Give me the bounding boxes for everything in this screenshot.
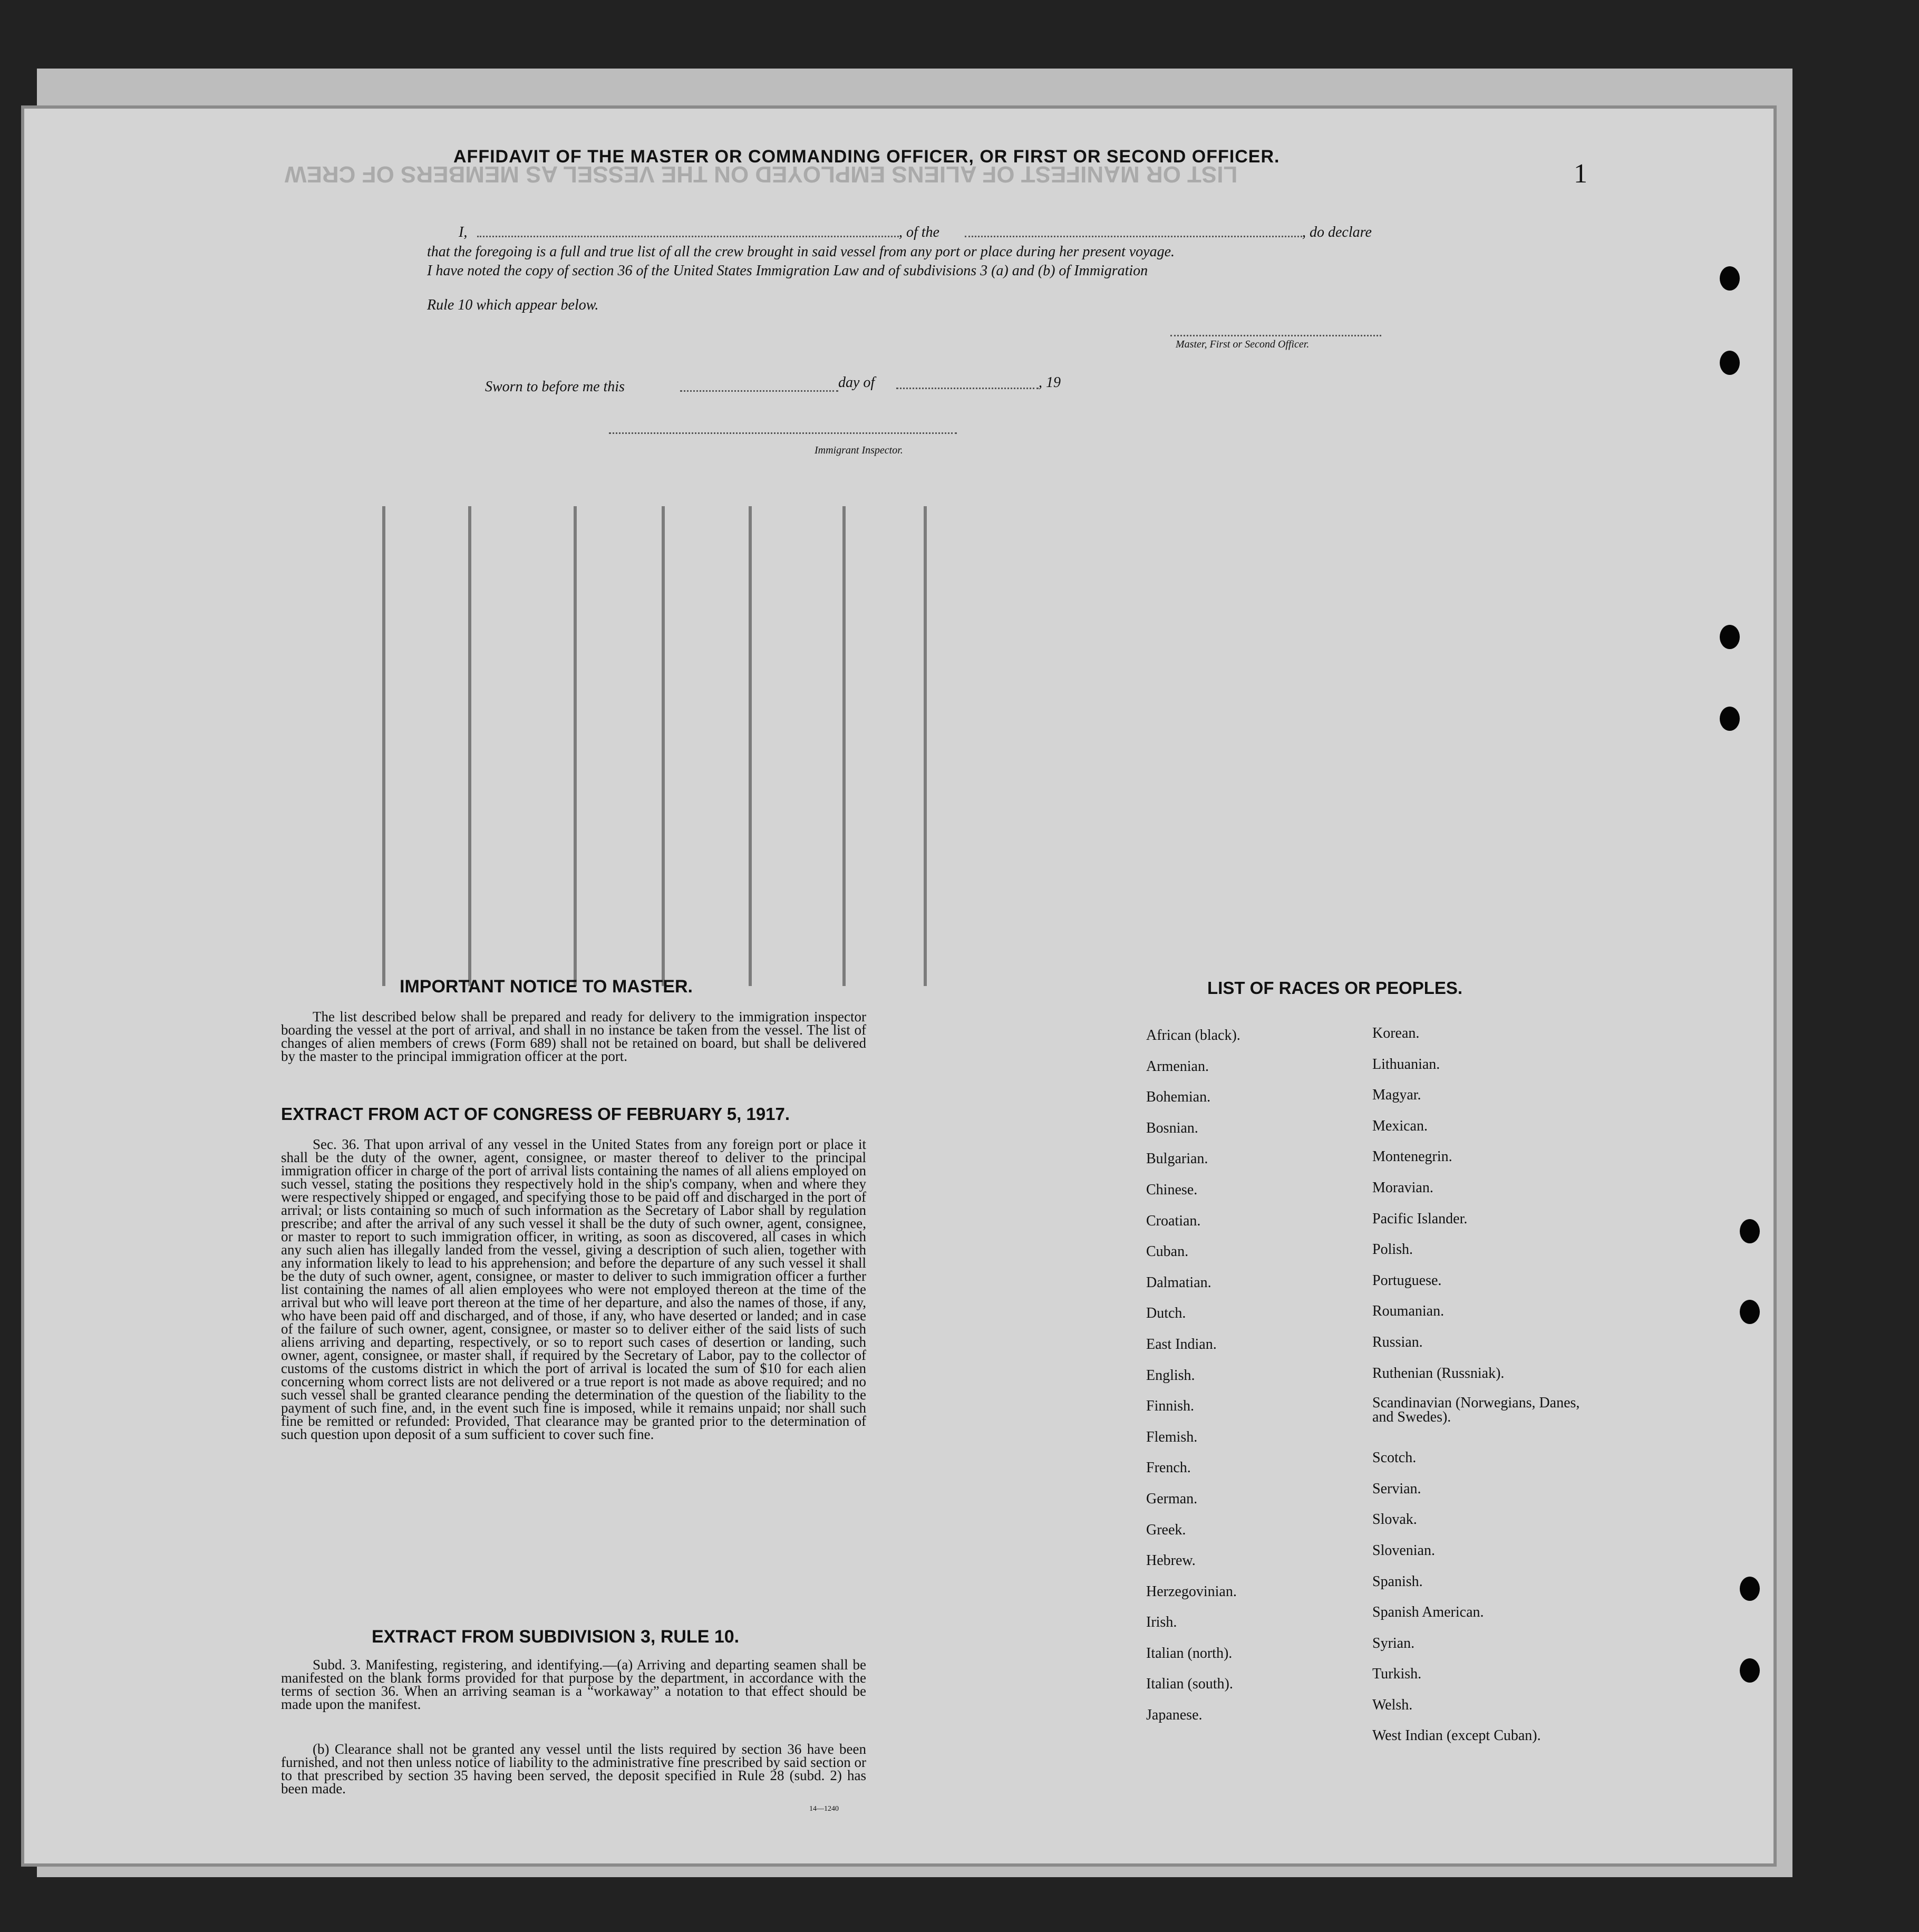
bleed-through-heading: LIST OR MANIFEST OF ALIENS EMPLOYED ON THE VESSEL AS MEMBERS OF CREW [285, 161, 1238, 187]
notice-title: IMPORTANT NOTICE TO MASTER. [400, 977, 693, 997]
race-item: Dalmatian. [1146, 1274, 1212, 1291]
race-item: African (black). [1146, 1027, 1240, 1044]
affidavit-line-3: I have noted the copy of section 36 of the United States Immigration Law and of subdivisions 3 (a) and (b) of Immigration [427, 263, 1148, 279]
binder-hole [1740, 1658, 1760, 1683]
affidavit-i: I, [459, 224, 468, 240]
notice-body: The list described below shall be prepared and ready for delivery to the immigration inspector boarding the vessel at the port of arrival, and shall in no instance be taken from the vessel. The list of changes of alien members of crews (Form 689) shall not be retained on board, but shall be delivered by the master to the principal immigration officer at the port. [281, 1009, 866, 1064]
inspector-caption: Immigrant Inspector. [815, 445, 903, 456]
act-body: Sec. 36. That upon arrival of any vessel in the United States from any foreign port or place it shall be the duty of the owner, agent, consignee, or master thereof to deliver to the principal immigration officer in charge of the port of arrival lists containing the names of all aliens employed on such vessel, stating the positions they respectively hold in the ship's company, when and where they were respectively shipped or engaged, and specifying those to be paid off and discharged in the port of arrival; or lists containing so much of such information as the Secretary of Labor shall by regulation prescribe; and after the arrival of any such vessel it shall be the duty of such owner, agent, consignee, or master to report to such immigration officer, in writing, as soon as discovered, all cases in which any such alien has illegally landed from the vessel, giving a description of such alien, together with any information likely to lead to his apprehension; and before the departure of any such vessel it shall be the duty of such owner, agent, consignee, or master to deliver to such immigration officer a further list containing the names of all alien employees who were not employed thereon at the time of the arrival but who will leave port thereon at the time of her departure, and also the names of those, if any, who have been paid off and discharged, and of those, if any, who have deserted or landed; and in case of the failure of such owner, agent, consignee, or master so to deliver either of the said lists of such aliens arriving and departing, respectively, or so to report such cases of desertion or landing, such owner, agent, consignee, or master shall, if required by the Secretary of Labor, pay to the collector of customs of the customs district in which the port of arrival is located the sum of $10 for each alien concerning whom correct lists are not delivered or a true report is not made as above required; and no such vessel shall be granted clearance pending the determination of the question of the liability to the payment of such fine, and, in the event such fine is imposed, while it remains unpaid; nor shall such fine be remitted or refunded: Provided, That clearance may be granted prior to the determination of such question upon deposit of a sum sufficient to cover such fine. [281, 1136, 866, 1442]
race-item: Armenian. [1146, 1058, 1209, 1075]
column-rule [382, 506, 385, 986]
column-rule [749, 506, 752, 986]
rule-para-a: Subd. 3. Manifesting, registering, and identifying.—(a) Arriving and departing seamen shall be manifested on the blank forms provided for that purpose by the department, in accordance with the terms of section 36. When an arriving seaman is a “workaway” a notation to that effect should be made upon the manifest. [281, 1657, 866, 1712]
race-item: Dutch. [1146, 1305, 1186, 1322]
race-item: Lithuanian. [1372, 1056, 1440, 1073]
inspector-line [609, 432, 957, 434]
race-item: Italian (south). [1146, 1676, 1233, 1693]
affidavit-line-2: that the foregoing is a full and true list of all the crew brought in said vessel from any port or place during her present voyage. [427, 244, 1175, 260]
races-title: LIST OF RACES OR PEOPLES. [1207, 978, 1463, 998]
race-item: Hebrew. [1146, 1552, 1196, 1569]
race-item: Portuguese. [1372, 1272, 1442, 1289]
column-rule [574, 506, 577, 986]
race-item: Welsh. [1372, 1696, 1413, 1713]
vessel-blank [965, 236, 1302, 237]
race-item: Croatian. [1146, 1212, 1201, 1229]
race-item: Polish. [1372, 1241, 1413, 1258]
sworn-day-blank [680, 390, 838, 392]
race-item: French. [1146, 1460, 1191, 1476]
race-item: Italian (north). [1146, 1645, 1233, 1661]
race-item: Cuban. [1146, 1243, 1189, 1260]
binder-hole [1740, 1219, 1760, 1243]
race-item: Herzegovinian. [1146, 1583, 1237, 1600]
race-item: Slovak. [1372, 1511, 1417, 1528]
race-item: Japanese. [1146, 1707, 1203, 1724]
race-item: Irish. [1146, 1614, 1177, 1631]
signature-caption: Master, First or Second Officer. [1176, 339, 1310, 350]
sworn-month-blank [896, 388, 1039, 389]
affidavit-title: AFFIDAVIT OF THE MASTER OR COMMANDING OFFICER, OR FIRST OR SECOND OFFICER. [453, 147, 1280, 167]
race-item: West Indian (except Cuban). [1372, 1727, 1541, 1744]
year-label: , 19 [1039, 374, 1061, 391]
form-number: 14—1240 [809, 1805, 839, 1813]
column-rule [842, 506, 846, 986]
sworn-label: Sworn to before me this [485, 379, 625, 395]
signature-line [1170, 335, 1381, 336]
race-item: Bohemian. [1146, 1089, 1211, 1106]
race-item: Flemish. [1146, 1428, 1198, 1445]
race-item: Moravian. [1372, 1179, 1433, 1196]
column-rule [662, 506, 665, 986]
affidavit-line-4: Rule 10 which appear below. [427, 297, 599, 313]
race-item: Spanish American. [1372, 1604, 1484, 1621]
rule-para-b: (b) Clearance shall not be granted any vessel until the lists required by section 36 have been furnished, and not then unless notice of liability to the administrative fine prescribed by said section or to that prescribed by section 35 having been served, the deposit specified in Rule 28 (subd. 2) has been made. [281, 1741, 866, 1796]
race-item: Turkish. [1372, 1666, 1422, 1683]
binder-hole [1720, 351, 1740, 375]
race-item: Russian. [1372, 1334, 1423, 1350]
binder-hole [1740, 1577, 1760, 1601]
race-item: Ruthenian (Russniak). [1372, 1365, 1505, 1382]
race-item: Scandinavian (Norwegians, Danes, and Swedes). [1372, 1395, 1580, 1426]
race-item: Magyar. [1372, 1087, 1421, 1104]
binder-hole [1740, 1300, 1760, 1324]
race-item: Servian. [1372, 1480, 1421, 1497]
binder-hole [1720, 625, 1740, 649]
race-item: Korean. [1372, 1025, 1420, 1041]
race-item: Pacific Islander. [1372, 1210, 1468, 1227]
race-item: German. [1146, 1490, 1198, 1507]
binder-hole [1720, 266, 1740, 291]
race-item: English. [1146, 1367, 1195, 1384]
race-item: Bosnian. [1146, 1119, 1198, 1136]
races-right-column [1372, 1025, 1594, 1759]
affidavit-of-the: , of the [899, 224, 939, 240]
race-item: Scotch. [1372, 1450, 1417, 1466]
race-item: Roumanian. [1372, 1303, 1445, 1320]
race-item: Syrian. [1372, 1635, 1415, 1651]
act-title: EXTRACT FROM ACT OF CONGRESS OF FEBRUARY 5, 1917. [281, 1104, 790, 1124]
race-item: Spanish. [1372, 1573, 1423, 1590]
race-item: Chinese. [1146, 1181, 1198, 1198]
race-item: Montenegrin. [1372, 1148, 1452, 1165]
affidavit-declare: , do declare [1302, 224, 1372, 240]
rule-title: EXTRACT FROM SUBDIVISION 3, RULE 10. [372, 1627, 740, 1647]
page-number: 1 [1574, 159, 1587, 189]
binder-hole [1720, 707, 1740, 731]
race-item: Mexican. [1372, 1117, 1428, 1134]
race-item: Finnish. [1146, 1398, 1195, 1415]
race-item: Slovenian. [1372, 1542, 1435, 1559]
race-item: Bulgarian. [1146, 1151, 1208, 1167]
column-rule [468, 506, 471, 986]
column-rule [924, 506, 927, 986]
day-of-label: day of [838, 374, 875, 391]
race-item: Greek. [1146, 1521, 1186, 1538]
race-item: East Indian. [1146, 1336, 1217, 1353]
name-blank [477, 236, 899, 237]
races-left-column [1146, 1027, 1240, 1738]
